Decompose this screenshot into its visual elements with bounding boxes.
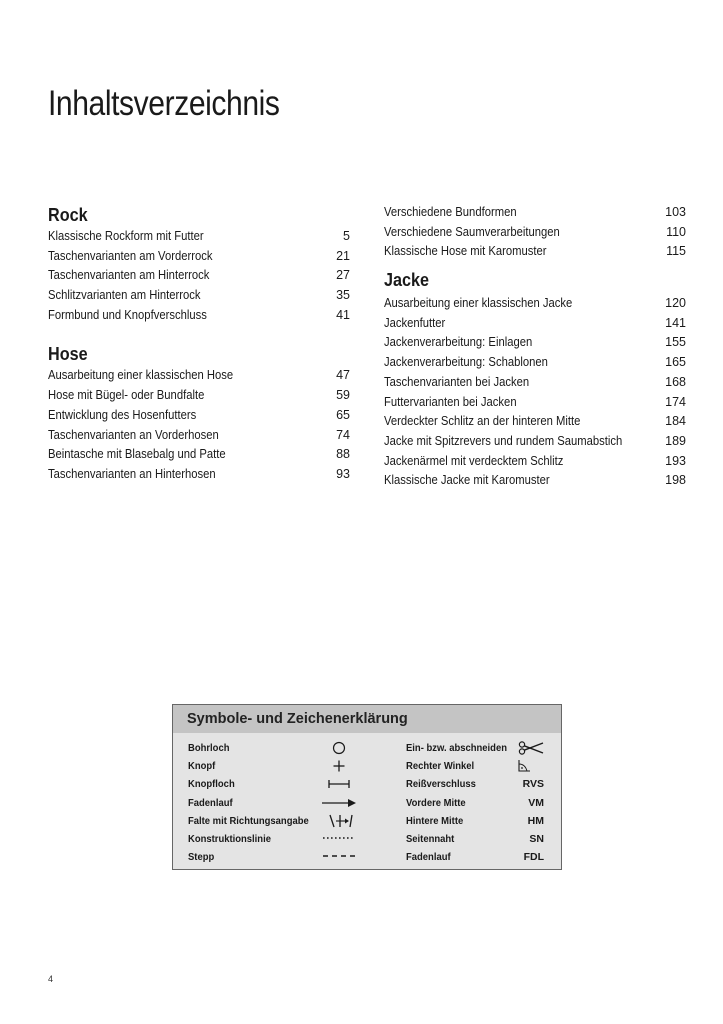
toc-entry-title: Taschenvarianten an Hinterhosen — [48, 466, 216, 481]
toc-entry[interactable] — [384, 471, 686, 491]
toc-entry-title: Ausarbeitung einer klassischen Jacke — [384, 296, 573, 311]
toc-entry[interactable] — [48, 266, 350, 286]
toc-entry[interactable] — [384, 412, 686, 432]
legend-item — [173, 775, 367, 793]
legend-item — [367, 794, 561, 812]
legend-label: Knopfloch — [188, 778, 235, 791]
toc-entry[interactable] — [384, 393, 686, 413]
toc-entry[interactable] — [48, 306, 350, 326]
legend-column-right — [367, 739, 561, 866]
toc-entry[interactable] — [384, 333, 686, 353]
toc-entry-title: Taschenvarianten am Hinterrock — [48, 268, 210, 283]
legend-title: Symbole- und Zeichenerklärung — [173, 705, 561, 733]
legend-label: Stepp — [188, 851, 215, 864]
toc-entry-title: Jackenfutter — [384, 315, 446, 330]
legend-abbreviation: HM — [527, 814, 544, 827]
section-heading-rock: Rock — [48, 205, 88, 225]
toc-entry-page: 47 — [336, 368, 350, 383]
toc-entry-page: 27 — [336, 268, 350, 283]
toc-entry-page: 193 — [665, 453, 686, 468]
toc-entry-page: 174 — [665, 394, 686, 409]
legend-label: Bohrloch — [188, 742, 230, 755]
toc-list-hose-continued — [384, 203, 686, 262]
toc-entry[interactable] — [384, 432, 686, 452]
legend-item — [367, 830, 561, 848]
toc-entry-page: 74 — [336, 427, 350, 442]
legend-item — [173, 848, 367, 866]
toc-entry-title: Entwicklung des Hosenfutters — [48, 407, 197, 422]
toc-entry[interactable] — [48, 406, 350, 426]
toc-entry[interactable] — [48, 366, 350, 386]
toc-entry-page: 189 — [665, 433, 686, 448]
toc-list-jacke — [384, 294, 686, 491]
toc-entry[interactable] — [384, 353, 686, 373]
legend-item — [173, 757, 367, 775]
arrow-right-icon — [319, 796, 359, 810]
toc-entry-page: 198 — [665, 473, 686, 488]
legend-abbreviation: RVS — [522, 778, 544, 791]
toc-entry[interactable] — [48, 247, 350, 267]
toc-entry-title: Klassische Jacke mit Karomuster — [384, 473, 550, 488]
legend-item — [367, 757, 561, 775]
legend-label: Konstruktionslinie — [188, 833, 271, 846]
toc-entry[interactable] — [48, 286, 350, 306]
legend-abbreviation: FDL — [523, 851, 544, 864]
toc-entry-title: Verschiedene Saumverarbeitungen — [384, 224, 560, 239]
legend-label: Seitennaht — [406, 833, 455, 846]
toc-entry[interactable] — [48, 227, 350, 247]
plus-icon — [319, 759, 359, 773]
toc-entry[interactable] — [384, 203, 686, 223]
scissors-icon — [518, 741, 544, 755]
toc-entry[interactable] — [48, 445, 350, 465]
legend-label: Knopf — [188, 760, 216, 773]
buttonhole-icon — [319, 777, 359, 791]
legend-item — [367, 812, 561, 830]
legend-item — [367, 775, 561, 793]
toc-entry-page: 35 — [336, 288, 350, 303]
legend-label: Fadenlauf — [406, 851, 451, 864]
toc-entry-page: 88 — [336, 447, 350, 462]
toc-entry[interactable] — [384, 242, 686, 262]
page-title: Inhaltsverzeichnis — [48, 84, 280, 123]
legend-label: Ein- bzw. abschneiden — [406, 742, 507, 755]
toc-entry-page: 21 — [336, 248, 350, 263]
toc-entry[interactable] — [384, 373, 686, 393]
toc-entry-title: Ausarbeitung einer klassischen Hose — [48, 368, 234, 383]
right-angle-icon — [504, 759, 544, 773]
toc-entry[interactable] — [384, 314, 686, 334]
toc-entry-page: 120 — [665, 296, 686, 311]
toc-entry-page: 141 — [665, 315, 686, 330]
legend-grid — [173, 739, 561, 866]
toc-entry[interactable] — [384, 452, 686, 472]
toc-entry-title: Taschenvarianten bei Jacken — [384, 374, 530, 389]
toc-entry-page: 59 — [336, 388, 350, 403]
toc-entry[interactable] — [384, 223, 686, 243]
toc-column-left — [48, 203, 350, 485]
legend-item — [173, 830, 367, 848]
toc-entry-title: Jackenverarbeitung: Einlagen — [384, 335, 533, 350]
toc-entry[interactable] — [48, 426, 350, 446]
dashed-line-icon — [319, 850, 359, 864]
toc-entry-page: 155 — [665, 335, 686, 350]
toc-entry-title: Hose mit Bügel- oder Bundfalte — [48, 388, 205, 403]
dotted-line-icon — [319, 832, 359, 846]
toc-entry-title: Verdeckter Schlitz an der hinteren Mitte — [384, 414, 581, 429]
toc-entry-title: Taschenvarianten am Vorderrock — [48, 248, 213, 263]
toc-entry[interactable] — [48, 465, 350, 485]
legend-label: Falte mit Richtungsangabe — [188, 814, 309, 827]
toc-entry-title: Jacke mit Spitzrevers und rundem Saumabstich — [384, 433, 623, 448]
toc-entry-page: 115 — [666, 244, 686, 259]
toc-entry[interactable] — [384, 294, 686, 314]
toc-entry-page: 103 — [665, 205, 686, 219]
toc-entry-title: Taschenvarianten an Vorderhosen — [48, 427, 219, 442]
legend-item — [173, 739, 367, 757]
legend-item — [367, 739, 561, 757]
legend-abbreviation: VM — [528, 796, 544, 809]
symbol-legend — [172, 704, 562, 870]
toc-entry-page: 165 — [665, 355, 686, 370]
legend-label: Fadenlauf — [188, 796, 233, 809]
toc-entry[interactable] — [48, 386, 350, 406]
pleat-direction-icon — [322, 814, 359, 828]
toc-entry-title: Jackenverarbeitung: Schablonen — [384, 355, 548, 370]
toc-entry-title: Jackenärmel mit verdecktem Schlitz — [384, 453, 564, 468]
legend-label: Reißverschluss — [406, 778, 476, 791]
legend-label: Vordere Mitte — [406, 796, 466, 809]
toc-entry-page: 41 — [336, 307, 350, 322]
section-heading-jacke: Jacke — [384, 270, 430, 291]
toc-entry-page: 184 — [665, 414, 686, 429]
page-number: 4 — [48, 974, 54, 984]
toc-entry-page: 93 — [336, 466, 350, 481]
toc-entry-title: Futtervarianten bei Jacken — [384, 394, 517, 409]
toc-entry-page: 5 — [343, 229, 350, 243]
toc-entry-page: 168 — [665, 374, 686, 389]
toc-entry-title: Beintasche mit Blasebalg und Patte — [48, 447, 226, 462]
toc-column-right — [384, 203, 686, 491]
toc-list-hose — [48, 366, 350, 484]
toc-entry-title: Klassische Hose mit Karomuster — [384, 244, 547, 259]
toc-entry-title: Verschiedene Bundformen — [384, 205, 517, 219]
section-heading-hose: Hose — [48, 344, 88, 365]
legend-label: Rechter Winkel — [406, 760, 475, 773]
legend-abbreviation: SN — [529, 833, 544, 846]
toc-entry-page: 110 — [666, 224, 686, 239]
legend-column-left — [173, 739, 367, 866]
circle-icon — [319, 741, 359, 755]
toc-entry-page: 65 — [336, 407, 350, 422]
toc-entry-title: Schlitzvarianten am Hinterrock — [48, 288, 201, 303]
legend-label: Hintere Mitte — [406, 814, 464, 827]
legend-item — [173, 794, 367, 812]
legend-item — [367, 848, 561, 866]
toc-entry-title: Formbund und Knopfverschluss — [48, 307, 207, 322]
toc-entry-title: Klassische Rockform mit Futter — [48, 229, 204, 243]
legend-item — [173, 812, 367, 830]
toc-list-rock — [48, 227, 350, 325]
